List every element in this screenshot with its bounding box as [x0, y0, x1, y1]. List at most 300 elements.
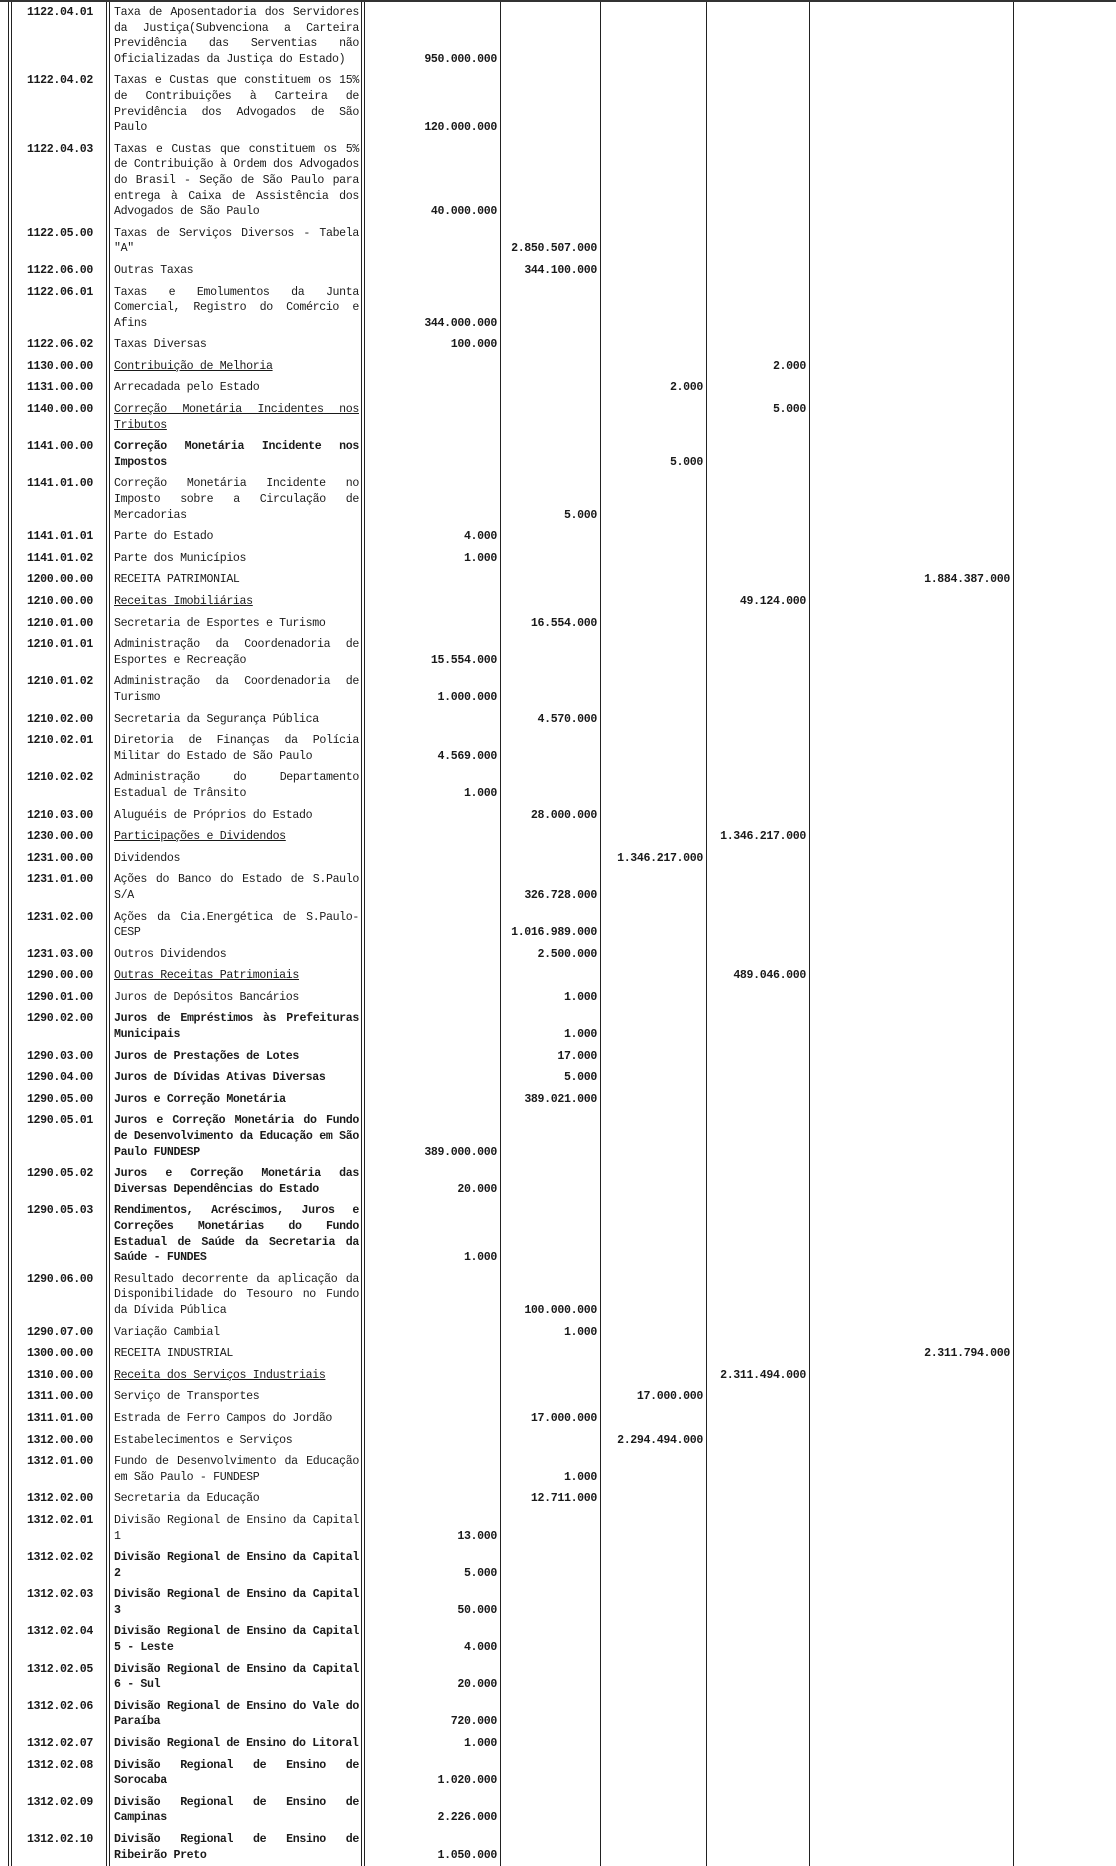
- table-row: [10, 1488, 1014, 1510]
- account-description: [108, 1547, 363, 1584]
- account-code: 1312.02.06: [10, 1696, 108, 1733]
- amount-column-2: [501, 1621, 601, 1658]
- amount-column-5: [810, 1659, 1014, 1696]
- description-text: Dividendos: [114, 851, 181, 865]
- account-description: [108, 260, 363, 282]
- amount-column-1: [363, 805, 501, 827]
- table-row: [10, 569, 1014, 591]
- account-description: [108, 1269, 363, 1322]
- description-text: Juros de Depósitos Bancários: [114, 990, 300, 1004]
- description-text: Correção Monetária Incidente nos Impostos: [114, 440, 359, 469]
- amount-column-2: [501, 1792, 601, 1829]
- amount-column-4: [707, 671, 810, 708]
- description-text: Divisão Regional de Ensino de Sorocaba: [114, 1758, 359, 1788]
- amount-column-1: [363, 1046, 501, 1068]
- amount-column-2: [501, 1430, 601, 1452]
- amount-column-1: [363, 1269, 501, 1322]
- account-description: [108, 70, 363, 138]
- amount-column-3: [601, 2, 707, 70]
- account-code: 1122.05.00: [10, 223, 108, 260]
- amount-column-1: [363, 869, 501, 906]
- description-text: Parte dos Municípios: [114, 551, 247, 565]
- amount-column-2: 1.000: [501, 1008, 601, 1045]
- amount-column-5: [810, 1547, 1014, 1584]
- table-row: [10, 139, 1014, 223]
- amount-column-2: 2.850.507.000: [501, 223, 601, 260]
- account-description: [108, 1451, 363, 1488]
- account-description: [108, 1343, 363, 1365]
- description-text: Resultado decorrente da aplicação da Disponibilidade do Tesouro no Fundo da Dívida Pública: [114, 1272, 359, 1317]
- account-description: [108, 826, 363, 848]
- amount-column-2: [501, 1584, 601, 1621]
- amount-column-1: 344.000.000: [363, 282, 501, 335]
- amount-column-1: [363, 473, 501, 526]
- amount-column-2: [501, 526, 601, 548]
- amount-column-4: [707, 1488, 810, 1510]
- amount-column-5: [810, 356, 1014, 378]
- amount-column-4: [707, 1510, 810, 1547]
- amount-column-1: [363, 591, 501, 613]
- amount-column-1: [363, 1008, 501, 1045]
- table-row: [10, 436, 1014, 473]
- amount-column-3: [601, 282, 707, 335]
- description-text: Divisão Regional de Ensino da Capital 3: [114, 1588, 359, 1617]
- amount-column-4: [707, 1386, 810, 1408]
- table-row: [10, 1792, 1014, 1829]
- amount-column-1: [363, 260, 501, 282]
- amount-column-1: [363, 1343, 501, 1365]
- amount-column-5: [810, 223, 1014, 260]
- account-code: 1231.00.00: [10, 848, 108, 870]
- amount-column-1: 100.000: [363, 334, 501, 356]
- amount-column-1: [363, 1408, 501, 1430]
- amount-column-1: 1.000: [363, 1733, 501, 1755]
- description-text: RECEITA PATRIMONIAL: [114, 573, 240, 587]
- description-text: Juros de Prestações de Lotes: [114, 1049, 300, 1063]
- amount-column-2: [501, 569, 601, 591]
- amount-column-3: [601, 1696, 707, 1733]
- table-row: [10, 223, 1014, 260]
- amount-column-3: [601, 70, 707, 138]
- amount-column-1: [363, 436, 501, 473]
- table-row: [10, 1510, 1014, 1547]
- amount-column-2: 5.000: [501, 1067, 601, 1089]
- description-text: Taxas e Custas que constituem os 15% de Contribuições à Carteira de Previdência dos Advogados de São Paulo: [114, 74, 359, 135]
- account-description: [108, 805, 363, 827]
- account-code: 1290.05.00: [10, 1089, 108, 1111]
- account-code: 1290.07.00: [10, 1322, 108, 1344]
- account-code: 1312.02.07: [10, 1733, 108, 1755]
- amount-column-5: [810, 260, 1014, 282]
- amount-column-3: [601, 1067, 707, 1089]
- amount-column-5: [810, 334, 1014, 356]
- amount-column-2: [501, 1200, 601, 1268]
- amount-column-1: [363, 1488, 501, 1510]
- account-code: 1312.00.00: [10, 1430, 108, 1452]
- description-text: Juros e Correção Monetária das Diversas Dependências do Estado: [114, 1167, 359, 1196]
- description-text: Divisão Regional de Ensino da Capital 6 - Sul: [114, 1662, 359, 1692]
- account-description: [108, 848, 363, 870]
- account-code: 1231.01.00: [10, 869, 108, 906]
- amount-column-5: [810, 1430, 1014, 1452]
- amount-column-4: [707, 1755, 810, 1792]
- description-text: Administração da Coordenadoria de Turismo: [114, 675, 359, 704]
- amount-column-4: [707, 848, 810, 870]
- amount-column-3: [601, 1755, 707, 1792]
- amount-column-1: [363, 965, 501, 987]
- amount-column-4: [707, 1269, 810, 1322]
- amount-column-4: [707, 1408, 810, 1430]
- amount-column-2: 17.000: [501, 1046, 601, 1068]
- amount-column-2: [501, 1110, 601, 1163]
- amount-column-1: [363, 356, 501, 378]
- description-text: Ações da Cia.Energética de S.Paulo-CESP: [114, 910, 359, 940]
- description-text: Divisão Regional de Ensino do Litoral: [114, 1737, 359, 1751]
- amount-column-3: [601, 1829, 707, 1866]
- amount-column-4: [707, 1322, 810, 1344]
- amount-column-5: [810, 1008, 1014, 1045]
- account-description: [108, 1008, 363, 1045]
- amount-column-2: [501, 1829, 601, 1866]
- account-code: 1311.01.00: [10, 1408, 108, 1430]
- account-code: 1312.02.01: [10, 1510, 108, 1547]
- amount-column-3: [601, 730, 707, 767]
- table-row: [10, 767, 1014, 804]
- amount-column-2: 4.570.000: [501, 709, 601, 731]
- amount-column-4: 2.311.494.000: [707, 1365, 810, 1387]
- amount-column-1: [363, 613, 501, 635]
- description-text: Divisão Regional de Ensino da Capital 1: [114, 1513, 359, 1543]
- amount-column-4: [707, 1430, 810, 1452]
- account-code: 1122.06.01: [10, 282, 108, 335]
- description-text: Outras Taxas: [114, 263, 194, 277]
- amount-column-3: [601, 869, 707, 906]
- account-description: [108, 1659, 363, 1696]
- amount-column-1: [363, 987, 501, 1009]
- amount-column-4: [707, 1089, 810, 1111]
- account-description: [108, 907, 363, 944]
- account-code: 1122.06.02: [10, 334, 108, 356]
- description-text: Juros de Empréstimos às Prefeituras Municipais: [114, 1012, 359, 1042]
- table-row: [10, 1659, 1014, 1696]
- amount-column-2: [501, 1343, 601, 1365]
- amount-column-4: [707, 70, 810, 138]
- amount-column-3: [601, 1659, 707, 1696]
- amount-column-1: 40.000.000: [363, 139, 501, 223]
- account-description: [108, 1755, 363, 1792]
- amount-column-3: [601, 944, 707, 966]
- description-text: Contribuição de Melhoria: [114, 359, 273, 373]
- amount-column-3: [601, 1269, 707, 1322]
- account-description: [108, 869, 363, 906]
- amount-column-4: [707, 1200, 810, 1268]
- table-row: [10, 2, 1014, 70]
- amount-column-2: [501, 282, 601, 335]
- amount-column-4: [707, 1163, 810, 1200]
- description-text: Parte do Estado: [114, 530, 214, 544]
- account-code: 1300.00.00: [10, 1343, 108, 1365]
- description-text: Outras Receitas Patrimoniais: [114, 969, 300, 983]
- amount-column-4: [707, 334, 810, 356]
- description-text: RECEITA INDUSTRIAL: [114, 1347, 233, 1361]
- description-text: Receitas Imobiliárias: [114, 595, 253, 608]
- amount-column-4: [707, 526, 810, 548]
- amount-column-1: 1.000: [363, 1200, 501, 1268]
- amount-column-1: [363, 223, 501, 260]
- amount-column-3: [601, 1046, 707, 1068]
- amount-column-1: 1.050.000: [363, 1829, 501, 1866]
- amount-column-1: 20.000: [363, 1163, 501, 1200]
- amount-column-3: [601, 1089, 707, 1111]
- amount-column-3: [601, 1200, 707, 1268]
- account-description: [108, 1621, 363, 1658]
- account-code: 1122.04.03: [10, 139, 108, 223]
- amount-column-5: [810, 987, 1014, 1009]
- amount-column-1: [363, 826, 501, 848]
- amount-column-5: [810, 671, 1014, 708]
- table-row: [10, 1269, 1014, 1322]
- account-description: [108, 1067, 363, 1089]
- amount-column-2: 12.711.000: [501, 1488, 601, 1510]
- amount-column-1: 5.000: [363, 1547, 501, 1584]
- table-body: [10, 2, 1014, 1866]
- amount-column-5: [810, 1067, 1014, 1089]
- amount-column-2: [501, 334, 601, 356]
- amount-column-2: [501, 1547, 601, 1584]
- amount-column-5: [810, 848, 1014, 870]
- description-text: Aluguéis de Próprios do Estado: [114, 808, 313, 822]
- table-row: [10, 548, 1014, 570]
- account-code: 1122.04.01: [10, 2, 108, 70]
- account-code: 1290.06.00: [10, 1269, 108, 1322]
- table-row: [10, 591, 1014, 613]
- amount-column-5: [810, 767, 1014, 804]
- amount-column-4: [707, 548, 810, 570]
- amount-column-1: 4.000: [363, 526, 501, 548]
- account-code: 1200.00.00: [10, 569, 108, 591]
- amount-column-4: [707, 436, 810, 473]
- amount-column-4: [707, 1046, 810, 1068]
- amount-column-5: [810, 730, 1014, 767]
- table-row: [10, 1046, 1014, 1068]
- table-row: [10, 987, 1014, 1009]
- amount-column-2: [501, 548, 601, 570]
- amount-column-5: [810, 826, 1014, 848]
- amount-column-4: [707, 907, 810, 944]
- amount-column-3: [601, 473, 707, 526]
- account-description: [108, 569, 363, 591]
- account-description: [108, 1386, 363, 1408]
- amount-column-3: [601, 907, 707, 944]
- amount-column-3: [601, 356, 707, 378]
- description-text: Secretaria da Segurança Pública: [114, 712, 319, 726]
- amount-column-1: 720.000: [363, 1696, 501, 1733]
- account-code: 1312.02.02: [10, 1547, 108, 1584]
- amount-column-3: 2.000: [601, 377, 707, 399]
- table-row: [10, 282, 1014, 335]
- amount-column-2: [501, 1386, 601, 1408]
- amount-column-2: 1.000: [501, 987, 601, 1009]
- amount-column-4: 5.000: [707, 399, 810, 436]
- account-description: [108, 1163, 363, 1200]
- account-description: [108, 356, 363, 378]
- amount-column-5: [810, 1163, 1014, 1200]
- amount-column-1: 389.000.000: [363, 1110, 501, 1163]
- amount-column-5: [810, 1269, 1014, 1322]
- amount-column-4: [707, 944, 810, 966]
- account-description: [108, 1046, 363, 1068]
- account-code: 1310.00.00: [10, 1365, 108, 1387]
- account-description: [108, 671, 363, 708]
- amount-column-5: [810, 1110, 1014, 1163]
- amount-column-1: [363, 1089, 501, 1111]
- account-code: 1140.00.00: [10, 399, 108, 436]
- amount-column-2: [501, 634, 601, 671]
- amount-column-3: [601, 1584, 707, 1621]
- account-code: 1210.02.00: [10, 709, 108, 731]
- description-text: Arrecadada pelo Estado: [114, 381, 260, 395]
- amount-column-5: [810, 591, 1014, 613]
- amount-column-2: [501, 70, 601, 138]
- table-row: [10, 1829, 1014, 1866]
- table-row: [10, 1733, 1014, 1755]
- amount-column-2: [501, 767, 601, 804]
- amount-column-5: [810, 1386, 1014, 1408]
- table-row: [10, 1451, 1014, 1488]
- table-row: [10, 1200, 1014, 1268]
- amount-column-2: 344.100.000: [501, 260, 601, 282]
- amount-column-4: [707, 1008, 810, 1045]
- table-row: [10, 1408, 1014, 1430]
- amount-column-2: [501, 591, 601, 613]
- table-row: [10, 70, 1014, 138]
- amount-column-3: [601, 671, 707, 708]
- table-row: [10, 260, 1014, 282]
- description-text: Taxa de Aposentadoria dos Servidores da Justiça(Subvenciona a Carteira Previdência das Serventias não Oficializadas da Justiça do Estado): [114, 6, 359, 66]
- account-description: [108, 613, 363, 635]
- amount-column-4: [707, 1451, 810, 1488]
- account-code: 1290.05.01: [10, 1110, 108, 1163]
- table-row: [10, 1110, 1014, 1163]
- amount-column-5: [810, 1829, 1014, 1866]
- amount-column-1: 2.226.000: [363, 1792, 501, 1829]
- account-description: [108, 944, 363, 966]
- account-description: [108, 709, 363, 731]
- account-code: 1312.02.03: [10, 1584, 108, 1621]
- amount-column-2: 326.728.000: [501, 869, 601, 906]
- amount-column-5: [810, 1089, 1014, 1111]
- description-text: Juros e Correção Monetária: [114, 1092, 286, 1106]
- account-code: 1290.02.00: [10, 1008, 108, 1045]
- amount-column-3: [601, 548, 707, 570]
- account-code: 1210.01.01: [10, 634, 108, 671]
- amount-column-5: [810, 139, 1014, 223]
- account-description: [108, 1200, 363, 1268]
- description-text: Ações do Banco do Estado de S.Paulo S/A: [114, 873, 359, 902]
- description-text: Juros e Correção Monetária do Fundo de Desenvolvimento da Educação em São Paulo FUNDESP: [114, 1114, 359, 1159]
- account-code: 1290.00.00: [10, 965, 108, 987]
- amount-column-1: 1.000: [363, 767, 501, 804]
- amount-column-3: [601, 1451, 707, 1488]
- account-description: [108, 223, 363, 260]
- description-text: Serviço de Transportes: [114, 1390, 260, 1404]
- amount-column-4: [707, 282, 810, 335]
- description-text: Estrada de Ferro Campos do Jordão: [114, 1411, 333, 1425]
- amount-column-5: [810, 965, 1014, 987]
- amount-column-2: [501, 730, 601, 767]
- amount-column-2: [501, 1510, 601, 1547]
- account-description: [108, 1430, 363, 1452]
- amount-column-5: [810, 1584, 1014, 1621]
- account-code: 1312.02.05: [10, 1659, 108, 1696]
- amount-column-2: [501, 1696, 601, 1733]
- amount-column-5: 2.311.794.000: [810, 1343, 1014, 1365]
- table-row: [10, 473, 1014, 526]
- account-code: 1231.03.00: [10, 944, 108, 966]
- table-row: [10, 634, 1014, 671]
- amount-column-2: 5.000: [501, 473, 601, 526]
- table-row: [10, 1008, 1014, 1045]
- account-code: 1141.00.00: [10, 436, 108, 473]
- amount-column-5: [810, 377, 1014, 399]
- amount-column-5: [810, 1451, 1014, 1488]
- table-row: [10, 671, 1014, 708]
- account-code: 1290.03.00: [10, 1046, 108, 1068]
- description-text: Divisão Regional de Ensino de Campinas: [114, 1795, 359, 1825]
- amount-column-5: [810, 634, 1014, 671]
- amount-column-3: [601, 1733, 707, 1755]
- amount-column-3: [601, 399, 707, 436]
- description-text: Correção Monetária Incidentes nos Tributos: [114, 403, 359, 432]
- amount-column-5: [810, 282, 1014, 335]
- amount-column-2: [501, 139, 601, 223]
- amount-column-4: 2.000: [707, 356, 810, 378]
- amount-column-4: [707, 1584, 810, 1621]
- amount-column-1: 950.000.000: [363, 2, 501, 70]
- amount-column-5: [810, 1621, 1014, 1658]
- amount-column-5: [810, 869, 1014, 906]
- table-row: [10, 869, 1014, 906]
- amount-column-4: [707, 473, 810, 526]
- amount-column-1: 15.554.000: [363, 634, 501, 671]
- amount-column-1: 1.000.000: [363, 671, 501, 708]
- account-description: [108, 1488, 363, 1510]
- amount-column-4: 1.346.217.000: [707, 826, 810, 848]
- account-description: [108, 767, 363, 804]
- amount-column-4: [707, 1829, 810, 1866]
- account-description: [108, 1408, 363, 1430]
- amount-column-1: 1.000: [363, 548, 501, 570]
- amount-column-3: [601, 1621, 707, 1658]
- account-description: [108, 526, 363, 548]
- table-row: [10, 1089, 1014, 1111]
- amount-column-2: [501, 399, 601, 436]
- amount-column-2: [501, 2, 601, 70]
- description-text: Divisão Regional de Ensino da Capital 5 - Leste: [114, 1625, 359, 1655]
- account-description: [108, 1584, 363, 1621]
- account-description: [108, 1089, 363, 1111]
- amount-column-1: [363, 1386, 501, 1408]
- account-code: 1312.02.09: [10, 1792, 108, 1829]
- description-text: Secretaria da Educação: [114, 1492, 260, 1506]
- table-row: [10, 848, 1014, 870]
- amount-column-4: [707, 1659, 810, 1696]
- amount-column-1: 20.000: [363, 1659, 501, 1696]
- table-row: [10, 1547, 1014, 1584]
- account-code: 1131.00.00: [10, 377, 108, 399]
- amount-column-1: [363, 1430, 501, 1452]
- account-code: 1312.01.00: [10, 1451, 108, 1488]
